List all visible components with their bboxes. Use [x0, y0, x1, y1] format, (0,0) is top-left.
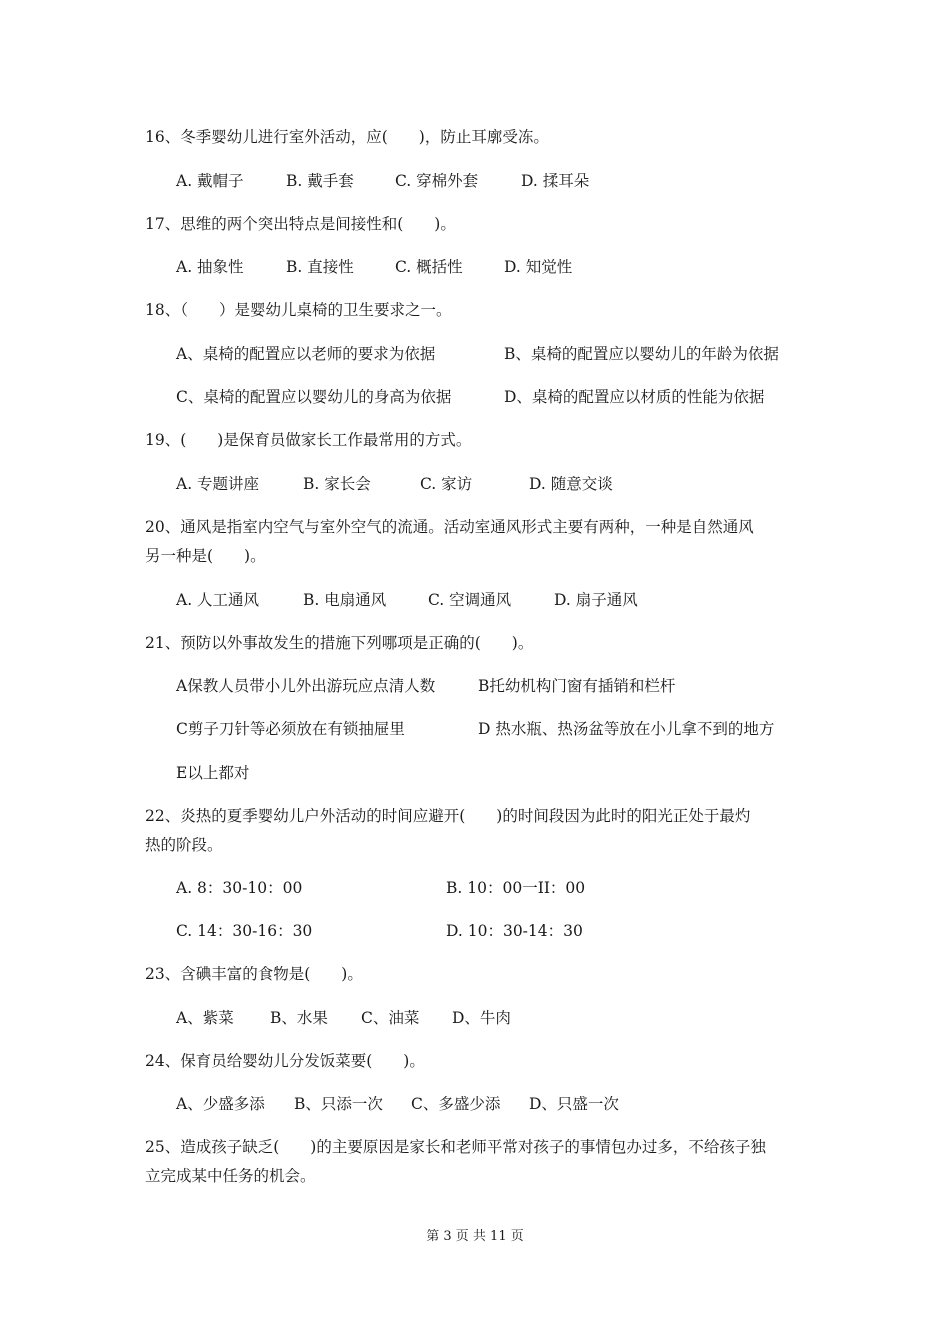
- question-23-text: 23、含碘丰富的食物是( )。: [145, 965, 363, 983]
- page-footer: 第 3 页 共 11 页: [426, 1229, 524, 1244]
- question-19-text: 19、( )是保育员做家长工作最常用的方式。: [145, 431, 472, 449]
- q17-option-a: A. 抽象性: [176, 258, 244, 276]
- q22-option-b: B. 10：00一II：00: [446, 879, 586, 897]
- q24-option-c: C、多盛少添: [411, 1095, 501, 1113]
- question-22-text-cont: 热的阶段。: [145, 836, 223, 854]
- q19-option-b: B. 家长会: [303, 475, 371, 493]
- q17-option-b: B. 直接性: [286, 258, 354, 276]
- question-20-text-cont: 另一种是( )。: [145, 547, 266, 565]
- q21-option-e: E以上都对: [176, 764, 250, 782]
- question-17-text: 17、思维的两个突出特点是间接性和( )。: [145, 215, 456, 233]
- q16-option-d: D. 揉耳朵: [521, 172, 590, 190]
- q24-option-d: D、只盛一次: [529, 1095, 619, 1113]
- q23-option-c: C、油菜: [361, 1009, 420, 1027]
- q18-option-c: C、桌椅的配置应以婴幼儿的身高为依据: [176, 388, 452, 406]
- q21-option-b: B托幼机构门窗有插销和栏杆: [478, 677, 676, 695]
- question-18-text: 18、（ ）是婴幼儿桌椅的卫生要求之一。: [145, 301, 452, 319]
- q22-option-d: D. 10：30-14：30: [446, 922, 583, 940]
- q21-option-c: C剪子刀针等必须放在有锁抽屉里: [176, 720, 405, 738]
- q16-option-c: C. 穿棉外套: [395, 172, 479, 190]
- q24-option-a: A、少盛多添: [176, 1095, 265, 1113]
- q23-option-b: B、水果: [270, 1009, 328, 1027]
- q23-option-d: D、牛肉: [452, 1009, 511, 1027]
- question-25-text: 25、造成孩子缺乏( )的主要原因是家长和老师平常对孩子的事情包办过多，不给孩子独: [145, 1138, 766, 1156]
- q21-option-a: A保教人员带小儿外出游玩应点清人数: [176, 677, 436, 695]
- q17-option-d: D. 知觉性: [504, 258, 573, 276]
- question-21-text: 21、预防以外事故发生的措施下列哪项是正确的( )。: [145, 634, 534, 652]
- q16-option-b: B. 戴手套: [286, 172, 354, 190]
- question-22-text: 22、炎热的夏季婴幼儿户外活动的时间应避开( )的时间段因为此时的阳光正处于最灼: [145, 807, 751, 825]
- q22-option-c: C. 14：30-16：30: [176, 922, 313, 940]
- q22-option-a: A. 8：30-10：00: [176, 879, 303, 897]
- q21-option-d: D 热水瓶、热汤盆等放在小儿拿不到的地方: [478, 720, 775, 738]
- q20-option-c: C. 空调通风: [428, 591, 512, 609]
- q24-option-b: B、只添一次: [294, 1095, 383, 1113]
- q17-option-c: C. 概括性: [395, 258, 463, 276]
- q18-option-b: B、桌椅的配置应以婴幼儿的年龄为依据: [504, 345, 779, 363]
- q19-option-a: A. 专题讲座: [176, 475, 260, 493]
- question-16-text: 16、冬季婴幼儿进行室外活动，应( )，防止耳廓受冻。: [145, 128, 549, 146]
- q20-option-a: A. 人工通风: [176, 591, 260, 609]
- q16-option-a: A. 戴帽子: [176, 172, 244, 190]
- q20-option-d: D. 扇子通风: [554, 591, 638, 609]
- q23-option-a: A、紫菜: [176, 1009, 234, 1027]
- question-24-text: 24、保育员给婴幼儿分发饭菜要( )。: [145, 1052, 425, 1070]
- question-25-text-cont: 立完成某中任务的机会。: [145, 1167, 316, 1185]
- q19-option-c: C. 家访: [420, 475, 473, 493]
- question-20-text: 20、通风是指室内空气与室外空气的流通。活动室通风形式主要有两种，一种是自然通风: [145, 518, 754, 536]
- q20-option-b: B. 电扇通风: [303, 591, 387, 609]
- q18-option-d: D、桌椅的配置应以材质的性能为依据: [504, 388, 765, 406]
- q18-option-a: A、桌椅的配置应以老师的要求为依据: [176, 345, 436, 363]
- q19-option-d: D. 随意交谈: [529, 475, 613, 493]
